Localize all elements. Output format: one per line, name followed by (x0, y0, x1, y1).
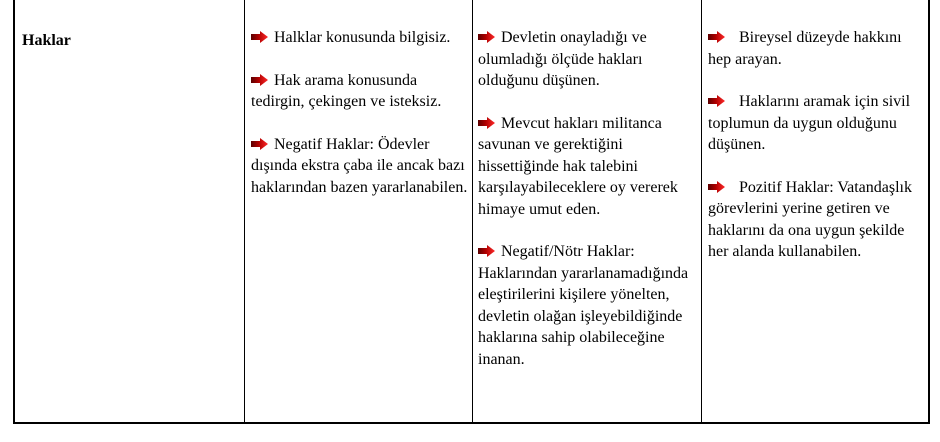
list-item: Halklar konusunda bilgisiz. (251, 27, 472, 49)
right-arrow-bullet-icon (478, 117, 495, 129)
column-cell-2 (472, 0, 701, 422)
list-item: Hak arama konusunda tedirgin, çekingen ve isteksiz. (251, 71, 442, 110)
right-arrow-bullet-icon (251, 74, 268, 86)
row-label: Haklar (22, 32, 71, 49)
right-arrow-bullet-icon (251, 31, 268, 43)
right-arrow-bullet-icon (708, 95, 725, 107)
list-item: Haklarını aramak için sivil toplumun da uygun olduğunu düşünen. (708, 93, 911, 153)
list-item: Mevcut hakları militanca savunan ve gerektiğini hissettiğinde hak talebini karşılayabileceklere oy vererek himaye umut eden. (478, 114, 678, 218)
right-arrow-bullet-icon (708, 181, 725, 193)
list-item: Devletin onayladığı ve olumladığı ölçüde hakları olduğunu düşünen. (478, 29, 647, 89)
list-item: Pozitif Haklar: Vatandaşlık görevlerini yerine getiren ve haklarını da ona uygun şekilde her alanda kullanabilen. (708, 178, 912, 260)
right-arrow-bullet-icon (478, 245, 495, 257)
column-cell-1 (244, 0, 472, 422)
list-item: Negatif Haklar: Ödevler dışında ekstra çaba ile ancak bazı haklarından bazen yararlanabilen. (251, 135, 468, 196)
column-cell-3 (701, 0, 928, 422)
right-arrow-bullet-icon (478, 31, 495, 43)
right-arrow-bullet-icon (708, 31, 725, 43)
list-item: Bireysel düzeyde hakkını hep arayan. (708, 29, 902, 68)
right-arrow-bullet-icon (251, 138, 268, 150)
list-item: Negatif/Nötr Haklar: Haklarından yararlanamadığında eleştirilerini kişilere yönelten, devletin olağan işleyebildiğinde haklarına sahip olabileceğine inanan. (478, 243, 689, 368)
row-header-cell (15, 0, 244, 422)
comparison-table-row (13, 0, 930, 424)
